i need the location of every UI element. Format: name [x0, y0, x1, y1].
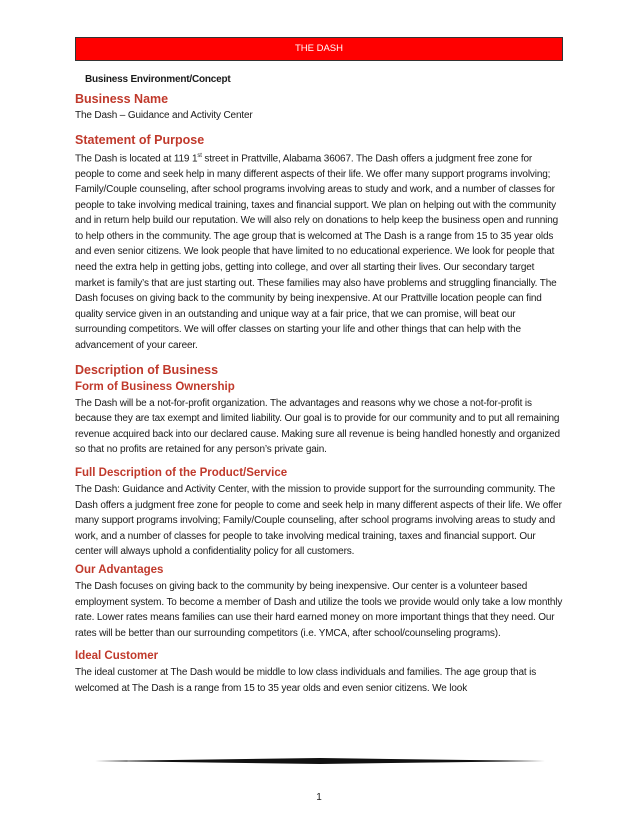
ideal-customer-heading: Ideal Customer: [75, 650, 159, 663]
purpose-text-rest: street in Prattville, Alabama 36067. The Dash offers a judgment free zone for people to come and seek help in many different aspects of their life. We offer many support programs involving; Family/Couple counseling, after school programs involving areas to study and work, and a number of classes for people to take involving medical training, taxes and financial support. We plan on helping out with the community and in return help build our reputation. We will also rely on donations to help keep the business open and running to help others in the community. The age group that is welcomed at The Dash is a range from 15 to 35 year olds and even senior citizens. We look people that have limited to no educational experience. We look for people that need the extra help in getting jobs, getting into college, and over all starting their lives. Our secondary target market is family’s that are just starting out. These families may also have problems and struggling financially. The Dash focuses on giving back to the community by being inexpensive. At our Prattville location people can find quality service given in an outstanding and unique way at a fair price, that we can promise, will beat our surrounding competitors. We will offer classes on starting your life and other things that can help with the advancement of your career.: [75, 152, 559, 352]
document-body: [75, 74, 563, 699]
header-banner: THE DASH: [75, 37, 563, 61]
full-description-heading: Full Description of the Product/Service: [75, 467, 288, 480]
footer-divider: [95, 758, 545, 764]
business-name-text: The Dash – Guidance and Activity Center: [75, 110, 253, 121]
statement-of-purpose-heading: Statement of Purpose: [75, 132, 205, 147]
ownership-heading: Form of Business Ownership: [75, 380, 235, 393]
purpose-text-start: The Dash is located at 119 1: [75, 152, 198, 164]
purpose-superscript: st: [197, 152, 202, 159]
advantages-text: The Dash focuses on giving back to the community by being inexpensive. Our center is a volunteer based employment system. To become a member of Dash and utilize the tools we provide would only take a low monthly rate. Lower rates means families can use their hard earned money on more important things that they need. Our rates will be better than our surrounding competitors (i.e. YMCA, after school/counseling programs).: [75, 580, 563, 639]
full-description-text: The Dash: Guidance and Activity Center, with the mission to provide support for the surrounding community. The Dash offers a judgment free zone for people to come and seek help in many different aspects of their life. We offer many support programs involving; Family/Couple counseling, after school programs involving areas to study and work, and a number of classes for people to take involving medical training, taxes and financial support. Our center will always uphold a confidentiality policy for all customers.: [75, 484, 562, 558]
business-name-heading: Business Name: [75, 92, 169, 106]
section-label: Business Environment/Concept: [85, 74, 231, 85]
ownership-text: The Dash will be a not-for-profit organization. The advantages and reasons why we chose a not-for-profit is because they are tax exempt and limited liability. Our goal is to provide for our community and to put all remaining revenue acquired back into our declared cause. Making sure all revenue is being handled honestly and organized so that no profits are retained for any person’s private gain.: [75, 397, 560, 456]
advantages-heading: Our Advantages: [75, 563, 164, 576]
page-number: 1: [316, 792, 322, 803]
ideal-customer-text: The ideal customer at The Dash would be middle to low class individuals and families. The age group that is welcomed at The Dash is a range from 15 to 35 year olds and even senior citizens. We look: [75, 667, 537, 694]
description-heading: Description of Business: [75, 362, 219, 377]
statement-of-purpose-text: [75, 149, 563, 354]
